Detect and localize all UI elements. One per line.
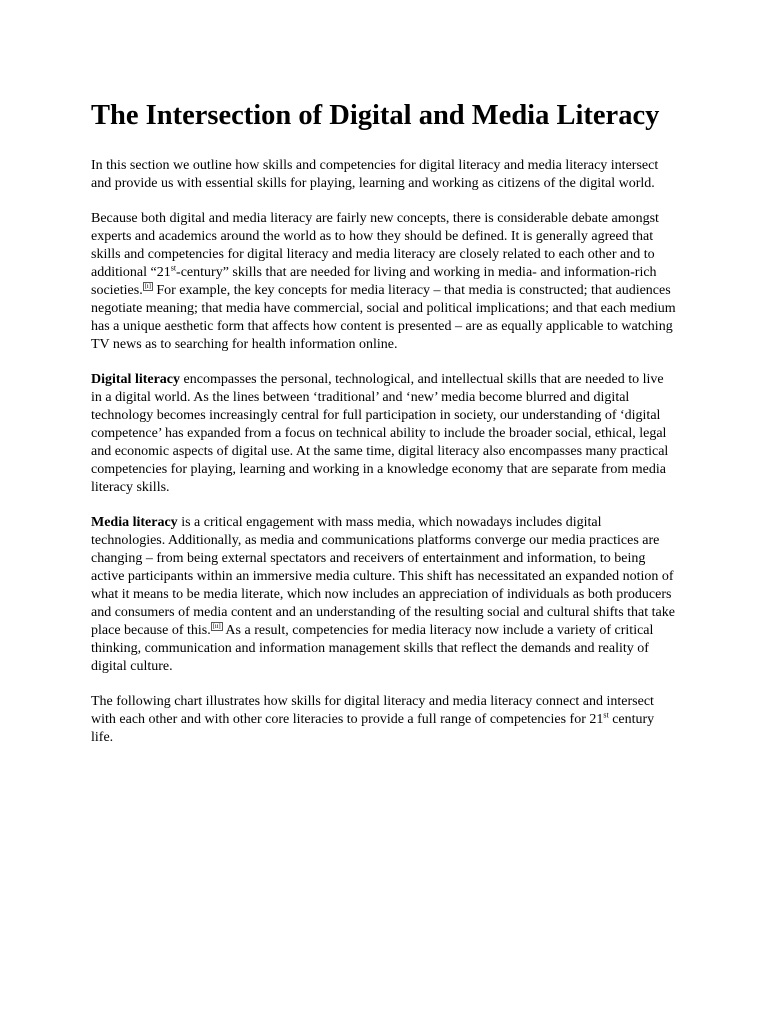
paragraph-text: For example, the key concepts for media literacy – that media is constructed; that audiences negotiate meaning; that media have commercial, social and political implications; and that each medium has a unique aesthetic form that affects how content is presented – are as equally applicable to watching TV news as to searching for health information online. [91, 283, 676, 352]
chart-intro-paragraph [91, 693, 678, 747]
paragraph-text: Because both digital and media literacy are fairly new concepts, there is considerable debate amongst experts and academics around the world as to how they should be defined. It is generally agreed that skills and competencies for digital literacy and media literacy are closely related to each other and to additional “21 [91, 211, 659, 280]
paragraph-text: encompasses the personal, technological, and intellectual skills that are needed to live in a digital world. As the lines between ‘traditional’ and ‘new’ media become blurred and digital technology becomes increasingly central for full participation in society, our understanding of ‘digital competence’ has expanded from a focus on technical ability to include the broader social, ethical, legal and economic aspects of digital use. At the same time, digital literacy also encompasses many practical competencies for playing, learning and working in a knowledge economy that are separate from media literacy skills. [91, 372, 669, 495]
paragraph-text: is a critical engagement with mass media, which nowadays includes digital technologies. Additionally, as media and communications platforms converge our media practices are changing – from being external spectators and receivers of entertainment and information, to being active participants within an immersive media culture. This shift has necessitated an expanded notion of what it means to be media literate, which now includes an appreciation of individuals as both producers and consumers of media content and an understanding of the resulting social and cultural shifts that take place because of this. [91, 515, 675, 638]
document-title: The Intersection of Digital and Media Literacy [91, 100, 660, 131]
media-literacy-term: Media literacy [91, 515, 178, 530]
intro-paragraph: In this section we outline how skills and competencies for digital literacy and media literacy intersect and provide us with essential skills for playing, learning and working as citizens of the digital world. [91, 158, 659, 191]
footnote-ref-ii[interactable]: [ii] [212, 623, 221, 630]
superscript-st: st [603, 710, 609, 720]
digital-literacy-paragraph [91, 371, 678, 497]
paragraph-text: century life. [91, 712, 655, 745]
paragraph-text: As a result, competencies for media literacy now include a variety of critical thinking, communication and information management skills that reflect the demands and reality of digital culture. [91, 623, 654, 674]
paragraph-text: The following chart illustrates how skills for digital literacy and media literacy connect and intersect with each other and with other core literacies to provide a full range of competencies for 21 [91, 694, 654, 727]
paragraph-text: -century” skills that are needed for living and working in media- and information-rich societies. [91, 265, 657, 298]
definitions-paragraph [91, 210, 678, 354]
digital-literacy-term: Digital literacy [91, 372, 181, 387]
footnote-ref-i[interactable]: [i] [144, 283, 151, 290]
superscript-st: st [170, 263, 177, 273]
media-literacy-paragraph [91, 514, 678, 676]
